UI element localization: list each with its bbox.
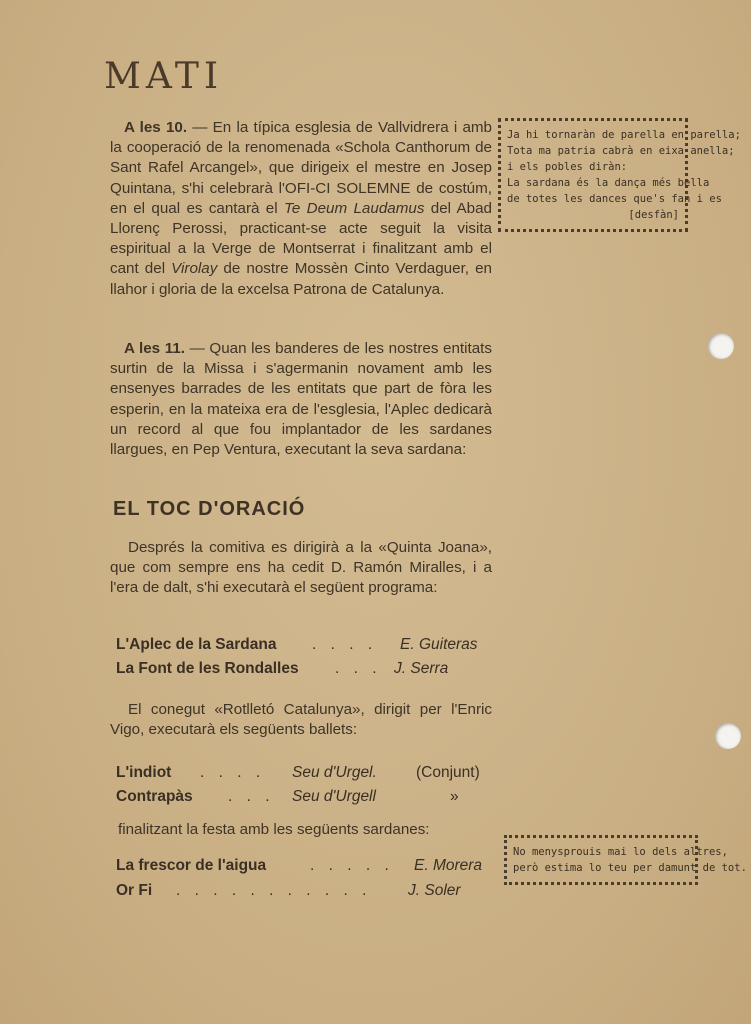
program-author: E. Morera <box>414 857 483 874</box>
quote-box-menyspreuis <box>504 835 747 885</box>
leader-dots: . . . . <box>200 764 266 781</box>
paragraph-11am <box>110 339 492 460</box>
program-title: L'Aplec de la Sardana <box>116 636 277 653</box>
quote-line: i els pobles diràn: <box>507 161 628 173</box>
program-title: L'indiot <box>116 764 172 781</box>
para1-text-a: — En la típica esglesia de Vallvidrera i amb la cooperació de la renomenada «Schola Canthorum de Sant Rafel Arcangel», que dirigeix el mestre en Josep Quintana, s'hi celebrarà l'OFI-CI SOLEMNE de costúm, en el qual es cantarà el <box>110 119 493 217</box>
quote-line: [desfàn] <box>628 209 679 221</box>
quote-line: Tota ma patria cabrà en eixa anella; <box>507 145 735 157</box>
quote-box-sardana <box>498 118 741 232</box>
quote-line: però estima lo teu per damunt de tot. <box>513 862 747 874</box>
program-item <box>116 882 494 904</box>
leader-dots: . . . . <box>312 636 378 653</box>
quote-line: No menysprouis mai lo dels altres, <box>513 846 728 858</box>
quote-line: La sardana és la dança més bella <box>507 177 710 189</box>
leader-dots: . . . . . <box>310 857 394 874</box>
program-note: (Conjunt) <box>416 764 480 781</box>
quote-line: Ja hi tornaràn de parella en parella; <box>507 129 741 141</box>
program-author: E. Guiteras <box>400 636 478 653</box>
para1-text-b: del Abad Llorenç Perossi, practicant-se acte seguit la visita espiritual a la Verge de Montserrat i finalitzant amb el cant del <box>110 199 492 278</box>
punch-hole <box>708 333 734 359</box>
paragraph-comitiva <box>110 538 492 599</box>
para2-text: — Quan les banderes de les nostres entitats surtin de la Missa i s'agermanin novament amb les ensenyes barrades de les entitats que part de fòra les esperin, en la mateixa era de l'esglesia, l'Aplec dedicarà un record al que fou implantador de les sardanes llargues, en Pep Ventura, executant la seva sardana: <box>110 340 492 459</box>
program-title: La Font de les Rondalles <box>116 660 299 677</box>
time-10: A les 10. <box>124 119 188 136</box>
leader-dots: . . . <box>335 660 382 677</box>
program-author: Seu d'Urgell <box>292 788 376 805</box>
program-item <box>116 764 494 786</box>
program-item <box>116 660 494 682</box>
para1-em-te-deum: Te Deum Laudamus <box>283 199 425 217</box>
program-item <box>116 636 494 658</box>
leader-dots: . . . <box>228 788 275 805</box>
program-item <box>116 788 494 810</box>
section-title: EL TOC D'ORACIÓ <box>113 498 306 520</box>
program-title: La frescor de l'aigua <box>116 857 267 874</box>
para1-text-c: de nostre Mossèn Cinto Verdaguer, en llahor i gloria de la excelsa Patrona de Catalunya. <box>110 260 492 298</box>
leader-dots: . . . . . . . . . . . <box>176 882 372 899</box>
program-title: Contrapàs <box>116 788 193 805</box>
para4-text: El conegut «Rotlletó Catalunya», dirigit per l'Enric Vigo, executarà els següents ballets: <box>110 701 492 739</box>
para3-text: Després la comitiva es dirigirà a la «Quinta Joana», que com sempre ens ha cedit D. Ramón Miralles, i a l'era de dalt, s'hi executarà el següent programa: <box>110 539 492 597</box>
paragraph-10am <box>110 118 492 300</box>
para5-text: finalitzant la festa amb les següents sardanes: <box>118 821 430 838</box>
program-author: J. Serra <box>394 660 449 677</box>
program-author: J. Soler <box>408 882 461 899</box>
paragraph-finalitzant <box>118 820 500 840</box>
punch-hole <box>715 723 741 749</box>
page-title: MATI <box>104 56 224 97</box>
program-note: » <box>450 788 459 805</box>
program-author: Seu d'Urgel. <box>292 764 377 781</box>
program-item <box>116 857 494 879</box>
para1-em-virolay: Virolay <box>171 260 218 278</box>
quote-line: de totes les dances que's fan i es <box>507 193 722 205</box>
program-title: Or Fi <box>116 882 153 899</box>
time-11: A les 11. <box>124 340 185 357</box>
paragraph-rotllet <box>110 700 492 740</box>
